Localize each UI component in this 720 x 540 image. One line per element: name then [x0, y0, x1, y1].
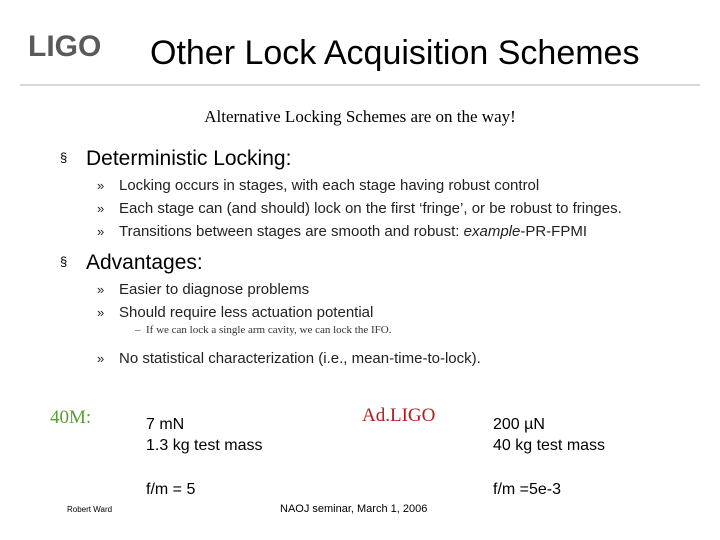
sub-bullet-text: Each stage can (and should) lock on the first ‘fringe’, or be robust to fringes. [119, 200, 622, 217]
spec-adligo [493, 414, 605, 456]
sub-bullet [97, 177, 539, 194]
example-word: example [463, 223, 521, 240]
sub-bullet-text: Should require less actuation potential [119, 304, 374, 321]
ratio-40m: f/m = 5 [146, 481, 196, 498]
sub-bullet-text: Transitions between stages are smooth and robust: [119, 223, 464, 240]
ratio-adligo: f/m =5e-3 [493, 481, 562, 498]
ligo-logo [28, 28, 110, 62]
spec-40m-mass: 1.3 kg test mass [146, 437, 263, 454]
label-40m: 40M: [50, 407, 92, 428]
sub-bullet-text: Easier to diagnose problems [119, 281, 310, 298]
sub-sub-bullet-text: If we can lock a single arm cavity, we can lock the IFO. [146, 324, 392, 336]
slide-subtitle: Alternative Locking Schemes are on the way! [204, 107, 516, 126]
spec-adligo-force: 200 µN [493, 416, 545, 433]
example-tail: -PR-FPMI [520, 223, 588, 240]
sub-bullet [97, 281, 309, 298]
footer-event: NAOJ seminar, March 1, 2006 [280, 503, 428, 515]
sub-bullet-mark: » [97, 282, 105, 297]
sub-bullet [97, 304, 373, 321]
spec-adligo-mass: 40 kg test mass [493, 437, 606, 454]
sub-bullet-text: Locking occurs in stages, with each stage having robust control [119, 177, 540, 194]
svg-text:LIGO: LIGO [28, 30, 102, 62]
footer-author: Robert Ward [67, 505, 113, 514]
sub-bullet-text: No statistical characterization (i.e., mean-time-to-lock). [119, 350, 481, 367]
sub-bullet-mark: » [97, 224, 105, 239]
sub-bullet-mark: » [97, 178, 105, 193]
label-adligo: Ad.LIGO [362, 405, 436, 426]
sub-bullet [97, 350, 481, 367]
sub-bullet [97, 200, 622, 217]
bullet-advantages [60, 251, 203, 275]
bullet-deterministic [60, 147, 291, 171]
sub-bullet-mark: » [97, 201, 105, 216]
bullet-heading: Advantages: [86, 251, 203, 274]
bullet-mark: § [60, 150, 68, 165]
bullet-mark: § [60, 254, 68, 269]
spec-40m-force: 7 mN [146, 416, 185, 433]
sub-bullet [97, 223, 587, 240]
spec-40m [146, 414, 263, 456]
slide-title: Other Lock Acquisition Schemes [150, 34, 640, 72]
title-divider [20, 84, 700, 86]
sub-sub-bullet-mark: – [135, 324, 141, 336]
sub-sub-bullet [135, 324, 391, 336]
sub-bullet-mark: » [97, 351, 105, 366]
sub-bullet-mark: » [97, 305, 105, 320]
bullet-heading: Deterministic Locking: [86, 147, 292, 170]
